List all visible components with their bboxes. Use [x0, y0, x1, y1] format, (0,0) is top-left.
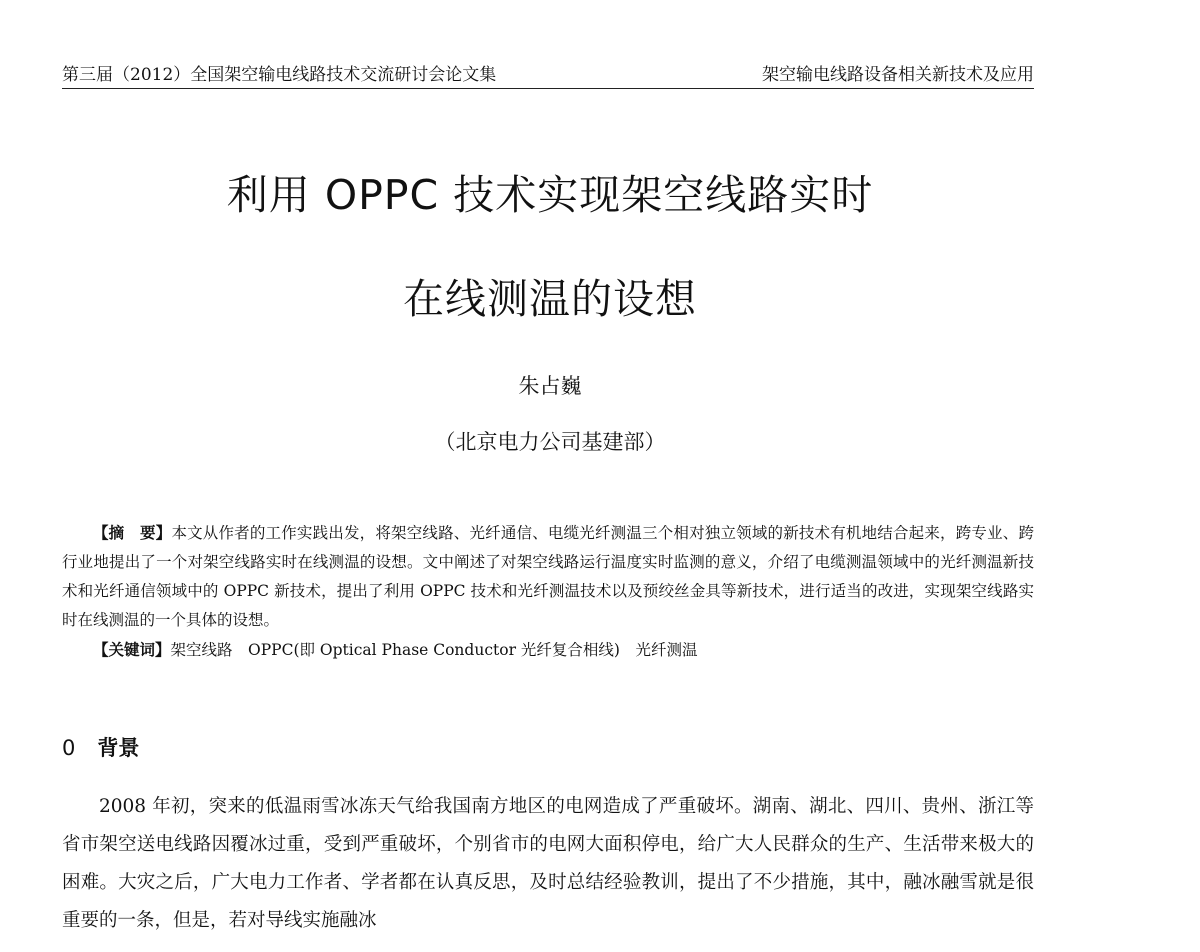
- section-title: 背景: [97, 736, 140, 760]
- body-text: [62, 788, 1034, 940]
- header-left: 第三届（2012）全国架空输电线路技术交流研讨会论文集: [62, 65, 497, 85]
- header-right: 架空输电线路设备相关新技术及应用: [762, 65, 1034, 85]
- keywords-label: 【关键词】: [93, 640, 171, 659]
- section-heading: [62, 732, 139, 762]
- title-line-2: 在线测温的设想: [403, 275, 697, 323]
- abstract-block: [62, 518, 1034, 665]
- body-paragraph: 2008 年初，突来的低温雨雪冰冻天气给我国南方地区的电网造成了严重破坏。湖南、湖北、四川、贵州、浙江等省市架空送电线路因覆冰过重，受到严重破坏，个别省市的电网大面积停电，给广大人民群众的生产、生活带来极大的困难。大灾之后，广大电力工作者、学者都在认真反思，及时总结经验教训，提出了不少措施，其中，融冰融雪就是很重要的一条，但是，若对导线实施融冰: [62, 796, 1034, 931]
- keywords-paragraph: [62, 635, 1034, 665]
- abstract-paragraph: [62, 518, 1034, 635]
- author: 朱占巍: [518, 374, 582, 398]
- title-line-1: 利用 OPPC 技术实现架空线路实时: [226, 171, 874, 219]
- running-header: [62, 58, 1034, 89]
- section-number: 0: [62, 736, 76, 760]
- affiliation: （北京电力公司基建部）: [434, 430, 666, 454]
- abstract-label: 【摘 要】: [93, 523, 172, 542]
- keywords-text: 架空线路 OPPC(即 Optical Phase Conductor 光纤复合相线) 光纤测温: [170, 641, 698, 659]
- abstract-text: 本文从作者的工作实践出发，将架空线路、光纤通信、电缆光纤测温三个相对独立领域的新技术有机地结合起来，跨专业、跨行业地提出了一个对架空线路实时在线测温的设想。文中阐述了对架空线路运行温度实时监测的意义，介绍了电缆测温领域中的光纤测温新技术和光纤通信领域中的 OPPC 新技术，提出了利用 OPPC 技术和光纤测温技术以及预绞丝金具等新技术，进行适当的改进，实现架空线路实时在线测温的一个具体的设想。: [62, 524, 1034, 629]
